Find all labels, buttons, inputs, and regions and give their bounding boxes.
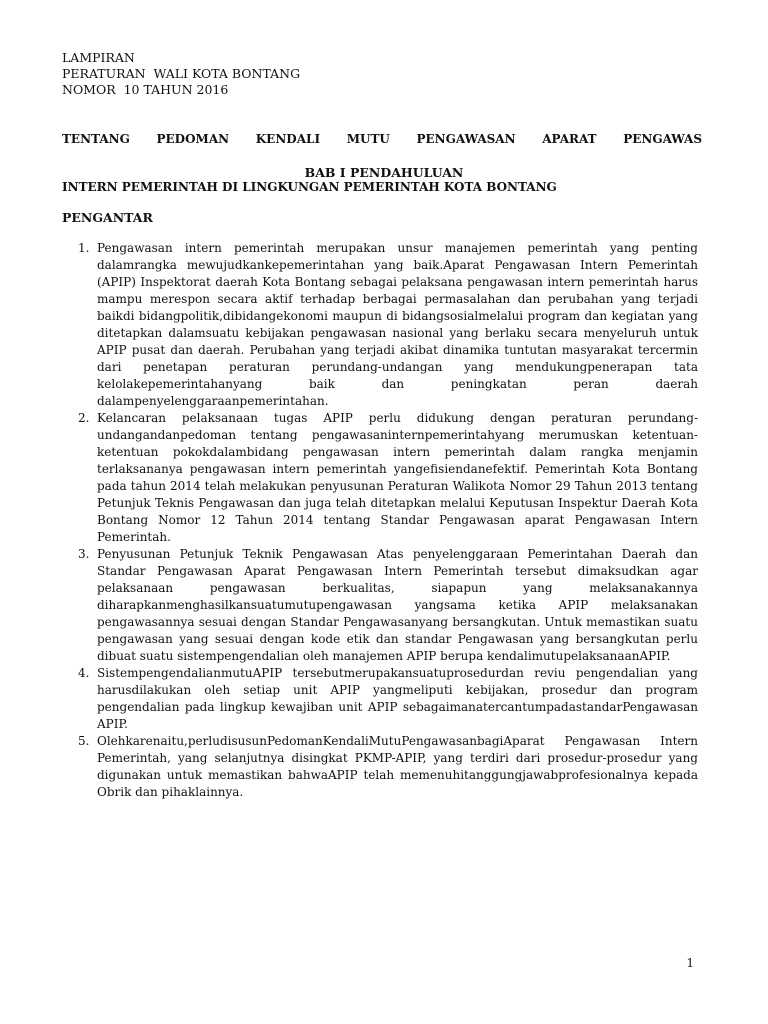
list-item: [62, 665, 698, 733]
list-item-number: 1.: [78, 241, 90, 255]
list-item: [62, 733, 698, 801]
list-item: [62, 546, 698, 665]
numbered-list: [62, 240, 698, 801]
document-header: [62, 50, 702, 227]
document-title: [62, 99, 702, 227]
list-item-text: Kelancaran pelaksanaan tugas APIP perlu didukung dengan peraturan perundang-undangandanpedoman tentang pengawasaninternpemerintahyang merumuskan ketentuan-ketentuan pokokdalambidang pengawasan intern pemerintah dalam rangka menjamin terlaksananya pengawasan intern pemerintah yangefisiendanefektif. Pemerintah Kota Bontang pada tahun 2014 telah melakukan penyusunan Peraturan Walikota Nomor 29 Tahun 2013 tentang Petunjuk Teknis Pengawasan dan juga telah ditetapkan melalui Keputusan Inspektur Daerah Kota Bontang Nomor 12 Tahun 2014 tentang Standar Pengawasan aparat Pengawasan Intern Pemerintah.: [97, 411, 698, 544]
list-item-text: Olehkarenaitu,perludisusunPedomanKendaliMutuPengawasanbagiAparat Pengawasan Intern Pemerintah, yang selanjutnya disingkat PKMP-APIP, yang terdiri dari prosedur-prosedur yang digunakan untuk memastikan bahwaAPIP telah memenuhitanggungjawabprofesionalnya kepada Obrik dan pihaklainnya.: [97, 734, 698, 799]
list-item-number: 4.: [78, 666, 90, 680]
header-lampiran: LAMPIRAN: [62, 50, 135, 65]
list-item-text: Pengawasan intern pemerintah merupakan unsur manajemen pemerintah yang penting dalamrangka mewujudkankepemerintahan yang baik.Aparat Pengawasan Intern Pemerintah (APIP) Inspektorat daerah Kota Bontang sebagai pelaksana pengawasan intern pemerintah harus mampu merespon secara aktif terhadap berbagai permasalahan dan perubahan yang terjadi baikdi bidangpolitik,dibidangekonomi maupun di bidangsosialmelalui program dan kegiatan yang ditetapkan dalamsuatu kebijakan pengawasan nasional yang berlaku secara menyeluruh untuk APIP pusat dan daerah. Perubahan yang terjadi akibat dinamika tuntutan masyarakat tercermin dari penetapan peraturan perundang-undangan yang mendukungpenerapan tata kelolakepemerintahanyang baik dan peningkatan peran daerah dalampenyelenggaraanpemerintahan.: [97, 241, 698, 408]
list-item-text: SistempengendalianmutuAPIP tersebutmerupakansuatuprosedurdan reviu pengendalian yang harusdilakukan oleh setiap unit APIP yangmeliputi kebijakan, prosedur dan program pengendalian pada lingkup kewajiban unit APIP sebagaimanatercantumpadastandarPengawasan APIP.: [97, 666, 698, 731]
list-item-number: 5.: [78, 734, 90, 748]
page-number: 1: [686, 956, 694, 970]
list-item-text: Penyusunan Petunjuk Teknik Pengawasan Atas penyelenggaraan Pemerintahan Daerah dan Standar Pengawasan Aparat Pengawasan Intern Pemerintah tersebut dimaksudkan agar pelaksanaan pengawasan berkualitas, siapapun yang melaksanakannya diharapkanmenghasilkansuatumutupengawasan yangsama ketika APIP melaksanakan pengawasannya sesuai dengan Standar Pengawasanyang bersangkutan. Untuk memastikan suatu pengawasan yang sesuai dengan kode etik dan standar Pengawasan yang bersangkutan perlu dibuat suatu sistempengendalian oleh manajemen APIP berupa kendalimutupelaksanaanAPIP.: [97, 547, 698, 663]
header-peraturan: PERATURAN WALI KOTA BONTANG: [62, 66, 301, 81]
header-nomor: NOMOR 10 TAHUN 2016: [62, 82, 229, 97]
title-line-2: INTERN PEMERINTAH DI LINGKUNGAN PEMERINTAH KOTA BONTANG: [62, 180, 557, 194]
list-item-number: 3.: [78, 547, 90, 561]
title-line-1: TENTANG PEDOMAN KENDALI MUTU PENGAWASAN APARAT PENGAWAS: [62, 132, 702, 146]
list-item: [62, 240, 698, 410]
chapter-heading: BAB I PENDAHULUAN: [304, 165, 464, 180]
list-item-number: 2.: [78, 411, 90, 425]
list-item: [62, 410, 698, 546]
section-heading: PENGANTAR: [62, 210, 153, 225]
